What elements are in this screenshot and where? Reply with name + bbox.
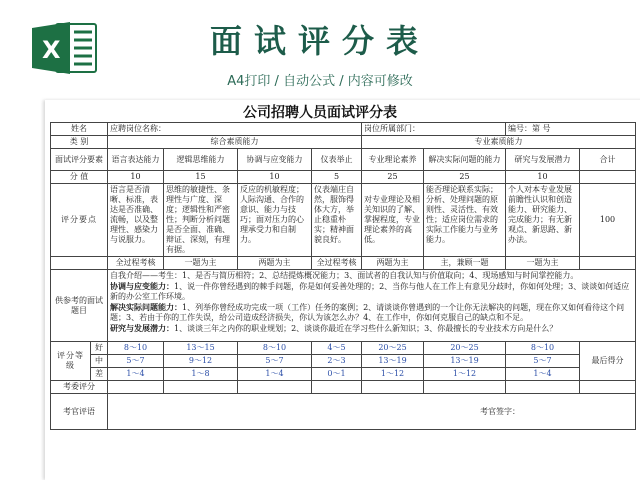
row-grade-good xyxy=(51,342,636,355)
question-label: 协调与应变能力： xyxy=(110,281,174,291)
grade-range: 2～3 xyxy=(312,355,362,368)
methods-label xyxy=(51,257,108,270)
banner-title: 面试评分表 xyxy=(209,22,430,60)
question-label: 研究与发展潜力： xyxy=(110,323,174,333)
req-item: 逻辑思维能力 xyxy=(164,149,238,171)
points-total: 100 xyxy=(580,184,636,257)
point-text: 语言是否清晰、标准，表达是否准确、流畅，以及整理性、感染力与说服力。 xyxy=(108,184,164,257)
questions-content xyxy=(108,270,636,342)
req-item: 专业理论素养 xyxy=(362,149,424,171)
row-grade-poor xyxy=(51,368,636,381)
question-text: 1、说一件你曾经遇到的棘手问题，你是如何妥善处理的；2、当你与他人在工作上有意见分歧时，你如何处理；3、谈谈如何适应新的办公室工作环境。 xyxy=(110,282,630,301)
question-text: 1、谈谈三年之内你的职业规划；2、谈谈你最近在学习些什么新知识；3、你最擅长的专业技术方向是什么？ xyxy=(174,324,558,333)
expert-cell[interactable] xyxy=(506,381,580,394)
grade-level: 好 xyxy=(91,342,108,355)
category-general: 综合素质能力 xyxy=(108,136,362,149)
req-item: 语言表达能力 xyxy=(108,149,164,171)
expert-cell[interactable] xyxy=(424,381,506,394)
row-questions xyxy=(51,270,636,342)
method: 一题为主 xyxy=(506,257,580,270)
method: 全过程考核 xyxy=(108,257,164,270)
row-methods xyxy=(51,257,636,270)
grade-range: 13～19 xyxy=(362,355,424,368)
position-field[interactable]: 应聘岗位名称： xyxy=(108,123,362,136)
final-score-label: 最后得分 xyxy=(580,342,636,381)
grades-label: 评分等级 xyxy=(51,342,91,381)
row-grade-mid xyxy=(51,355,636,368)
method: 两题为主 xyxy=(238,257,312,270)
grade-level: 差 xyxy=(91,368,108,381)
grade-range: 5～7 xyxy=(506,355,580,368)
score-value: 10 xyxy=(238,171,312,184)
point-text: 对专业理论及相关知识的了解、掌握程度，专业理论素养的高低。 xyxy=(362,184,424,257)
grade-range: 20～25 xyxy=(362,342,424,355)
score-value: 5 xyxy=(312,171,362,184)
score-value: 10 xyxy=(506,171,580,184)
grade-range: 1～4 xyxy=(108,368,164,381)
grade-level: 中 xyxy=(91,355,108,368)
dept-field[interactable]: 岗位所属部门： xyxy=(362,123,506,136)
number-field[interactable]: 编号：第 号 xyxy=(506,123,636,136)
name-label: 姓名 xyxy=(51,123,108,136)
score-value: 25 xyxy=(424,171,506,184)
question-label: 解决实际问题能力： xyxy=(110,302,182,312)
grade-range: 20～25 xyxy=(424,342,506,355)
grade-range: 1～8 xyxy=(164,368,238,381)
grade-range: 5～7 xyxy=(238,355,312,368)
row-scores xyxy=(51,171,636,184)
row-points xyxy=(51,184,636,257)
examiner-label: 考官评语 xyxy=(51,394,108,430)
question-text: 1、列举你曾经成功完成一项（工作）任务的案例；2、请谈谈你曾遇到的一个让你无法解决的问题，现在你又如何看待这个问题；3、若由于你的工作失误，给公司造成经济损失，你认为该怎么办？4、在工作中，你如何克服自己的缺点和不足。 xyxy=(110,303,625,322)
method-blank xyxy=(580,257,636,270)
svg-text:X: X xyxy=(42,36,61,64)
examiner-comment[interactable] xyxy=(108,394,636,430)
point-text: 能否理论联系实际；分析、处理问题的原则性、灵活性、有效性；适应岗位需求的实际工作能力与业务能力。 xyxy=(424,184,506,257)
expert-label: 考委评分 xyxy=(51,381,108,394)
grade-range: 13～15 xyxy=(164,342,238,355)
score-table xyxy=(50,122,636,430)
question-group xyxy=(110,323,633,334)
category-label: 类 别 xyxy=(51,136,108,149)
point-text: 仪表端庄自然，服饰得体大方，举止稳重朴实；精神面貌良好。 xyxy=(312,184,362,257)
category-professional: 专业素质能力 xyxy=(362,136,636,149)
method: 一题为主 xyxy=(164,257,238,270)
expert-cell[interactable] xyxy=(580,381,636,394)
grade-range: 4～5 xyxy=(312,342,362,355)
req-total-label: 合计 xyxy=(580,149,636,171)
points-label: 评分要点 xyxy=(51,184,108,257)
expert-cell[interactable] xyxy=(312,381,362,394)
point-text: 个人对本专业发展前瞻性认识和创造能力、研究能力、完成能力；有无新观点、新思路、新办法。 xyxy=(506,184,580,257)
sheet-title: 公司招聘人员面试评分表 xyxy=(243,105,397,121)
row-category xyxy=(51,136,636,149)
requirements-label: 面试评分要素 xyxy=(51,149,108,171)
banner xyxy=(0,0,640,100)
score-total-cell[interactable] xyxy=(580,171,636,184)
row-name xyxy=(51,123,636,136)
score-sheet xyxy=(45,100,640,480)
row-requirements xyxy=(51,149,636,171)
scores-label: 分 值 xyxy=(51,171,108,184)
grade-range: 1～12 xyxy=(424,368,506,381)
grade-range: 8～10 xyxy=(238,342,312,355)
expert-cell[interactable] xyxy=(108,381,164,394)
question-group xyxy=(110,281,633,302)
method: 主，兼顾一题 xyxy=(424,257,506,270)
row-expert xyxy=(51,381,636,394)
grade-range: 8～10 xyxy=(108,342,164,355)
point-text: 思维的敏捷性、条理性与广度、深度；逻辑性和严密性；判断分析问题是否全面、准确、辩证、深刻，有理有据。 xyxy=(164,184,238,257)
question-group xyxy=(110,302,633,323)
grade-range: 1～4 xyxy=(238,368,312,381)
method: 全过程考核 xyxy=(312,257,362,270)
score-value: 10 xyxy=(108,171,164,184)
examiner-sign: 考官签字： xyxy=(480,406,520,416)
score-value: 15 xyxy=(164,171,238,184)
method: 两题为主 xyxy=(362,257,424,270)
grade-range: 0～1 xyxy=(312,368,362,381)
grade-range: 5～7 xyxy=(108,355,164,368)
point-text: 反应的机敏程度；人际沟通、合作的意识、能力与技巧；面对压力的心理承受力和自制力。 xyxy=(238,184,312,257)
req-item: 解决实际问题的能力 xyxy=(424,149,506,171)
questions-label: 供参考的面试题目 xyxy=(51,270,108,342)
req-item: 研究与发展潜力 xyxy=(506,149,580,171)
grade-range: 13～19 xyxy=(424,355,506,368)
expert-cell[interactable] xyxy=(238,381,312,394)
req-item: 协调与应变能力 xyxy=(238,149,312,171)
score-value: 25 xyxy=(362,171,424,184)
grade-range: 1～12 xyxy=(362,368,424,381)
questions-intro: 自我介绍——考生：1、是否与简历相符；2、总结提炼概况能力；3、面试者的自我认知与价值取向；4、现场感知与时间掌控能力。 xyxy=(110,271,579,280)
row-examiner xyxy=(51,394,636,430)
grade-range: 1～4 xyxy=(506,368,580,381)
req-item: 仪表举止 xyxy=(312,149,362,171)
expert-cell[interactable] xyxy=(362,381,424,394)
banner-subtitle: A4打印 / 自动公式 / 内容可修改 xyxy=(227,74,413,89)
expert-cell[interactable] xyxy=(164,381,238,394)
grade-range: 9～12 xyxy=(164,355,238,368)
grade-range: 8～10 xyxy=(506,342,580,355)
